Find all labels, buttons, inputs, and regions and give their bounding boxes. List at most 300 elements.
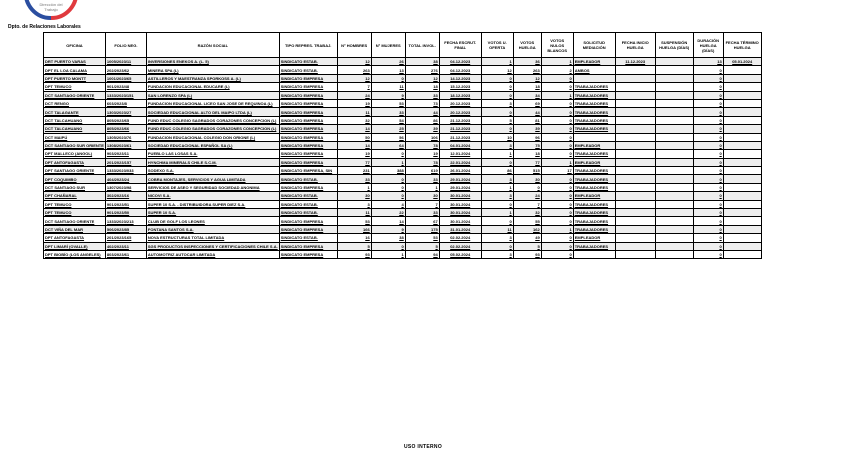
table-cell: 0: [541, 83, 573, 91]
table-cell: 901/2023/50: [105, 209, 146, 217]
table-row: [44, 83, 762, 91]
table-cell: [723, 91, 761, 99]
table-cell: [723, 141, 761, 149]
table-cell: 30: [513, 175, 541, 183]
table-cell: 0: [693, 175, 723, 183]
table-cell: 0: [693, 183, 723, 191]
table-cell: 0: [481, 91, 513, 99]
table-cell: 5: [405, 242, 439, 250]
table-cell: 0: [693, 108, 723, 116]
table-cell: 16: [337, 234, 371, 242]
table-cell: 0: [481, 217, 513, 225]
table-cell: 30.01.2024: [439, 192, 481, 200]
table-cell: [723, 74, 761, 82]
table-cell: TRABAJADORES: [573, 116, 615, 124]
table-row: [44, 108, 762, 116]
table-cell: 0: [481, 83, 513, 91]
table-cell: 14.12.2023: [439, 74, 481, 82]
table-cell: 0: [693, 133, 723, 141]
table-cell: TRABAJADORES: [573, 99, 615, 107]
table-cell: 506/2023/85: [105, 225, 146, 233]
table-cell: 77: [513, 158, 541, 166]
table-cell: [655, 192, 693, 200]
table-cell: 1001/2023/65: [105, 74, 146, 82]
table-cell: [655, 141, 693, 149]
table-cell: 1: [541, 225, 573, 233]
table-cell: 3: [337, 200, 371, 208]
table-cell: DCT RENGO: [44, 99, 106, 107]
table-cell: EMPLEADOR: [573, 158, 615, 166]
table-cell: 231: [337, 167, 371, 175]
table-cell: FUND EDUC COLEGIO SAGRADOS CORAZONES CONCEPCION (L): [146, 125, 279, 133]
table-cell: 162: [513, 225, 541, 233]
table-cell: 0: [693, 83, 723, 91]
table-cell: 0: [693, 200, 723, 208]
table-cell: 0: [693, 125, 723, 133]
table-row: [44, 74, 762, 82]
table-cell: 54: [371, 116, 405, 124]
table-cell: [615, 183, 655, 191]
table-cell: [655, 66, 693, 74]
table-cell: DPT TEMUCO: [44, 209, 106, 217]
table-cell: 30.01.2024: [439, 200, 481, 208]
table-cell: DCT TALCAHUANO: [44, 116, 106, 124]
table-cell: SOCIEDAD EDUCACIONAL ESPAÑOL SA (L): [146, 141, 279, 149]
table-cell: TRABAJADORES: [573, 83, 615, 91]
table-cell: DPT LIMARÍ (OVALLE): [44, 242, 106, 250]
table-cell: 93: [513, 250, 541, 258]
table-row: [44, 183, 762, 191]
table-cell: 32: [513, 209, 541, 217]
table-cell: [615, 91, 655, 99]
table-cell: [573, 250, 615, 258]
table-cell: 12: [513, 74, 541, 82]
table-cell: 276: [405, 66, 439, 74]
table-cell: 0: [693, 74, 723, 82]
table-cell: 32: [337, 116, 371, 124]
column-header: VOTOS NULOS BLANCOS: [541, 33, 573, 58]
table-row: [44, 66, 762, 74]
table-cell: 56: [371, 133, 405, 141]
table-row: [44, 217, 762, 225]
table-cell: [615, 141, 655, 149]
table-cell: [615, 116, 655, 124]
table-cell: TRABAJADORES: [573, 217, 615, 225]
table-cell: SINDICATO ESTAB.: [279, 200, 337, 208]
table-cell: SINDICATO EMPRESA: [279, 183, 337, 191]
table-cell: SINDICATO EMPRESA: [279, 83, 337, 91]
table-cell: 515: [513, 167, 541, 175]
table-cell: [723, 167, 761, 175]
table-cell: 86: [405, 116, 439, 124]
table-cell: 30.01.2024: [439, 217, 481, 225]
table-cell: 0: [541, 209, 573, 217]
table-cell: [723, 183, 761, 191]
document-subtitle: Dpto. de Relaciones Laborales: [8, 24, 81, 30]
table-cell: FONTANA SANTOS S.A.: [146, 225, 279, 233]
table-cell: EMPLEADOR: [573, 192, 615, 200]
table-cell: 22.01.2024: [439, 158, 481, 166]
table-cell: 67: [405, 217, 439, 225]
table-cell: 29.01.2024: [439, 183, 481, 191]
table-cell: 14: [337, 125, 371, 133]
table-cell: TRABAJADORES: [573, 108, 615, 116]
table-cell: 0: [693, 250, 723, 258]
table-cell: 36: [513, 58, 541, 66]
table-cell: SINDICATO ESTAB.: [279, 66, 337, 74]
table-cell: 0: [541, 125, 573, 133]
table-cell: 1: [371, 158, 405, 166]
table-cell: TRABAJADORES: [573, 242, 615, 250]
table-cell: SINDICATO EMPRESA: [279, 242, 337, 250]
table-cell: 106: [405, 133, 439, 141]
table-cell: DPT SANTIAGO ORIENTE: [44, 167, 106, 175]
table-cell: TRABAJADORES: [573, 209, 615, 217]
column-header: TIPO REPRES. TRABAJ.: [279, 33, 337, 58]
table-cell: CLUB DE GOLF LOS LEONES: [146, 217, 279, 225]
table-cell: [655, 158, 693, 166]
table-cell: 388: [371, 167, 405, 175]
table-cell: SINDICATO ESTAB.: [279, 58, 337, 66]
table-cell: 39: [513, 125, 541, 133]
table-cell: 14: [371, 217, 405, 225]
table-cell: 04.01.2024: [439, 141, 481, 149]
table-cell: SINDICATO ESTAB.: [279, 175, 337, 183]
column-header: OFICINA: [44, 33, 106, 58]
table-cell: 901/2023/48: [105, 83, 146, 91]
table-cell: 73: [405, 99, 439, 107]
table-cell: 33: [405, 209, 439, 217]
table-cell: 9: [371, 91, 405, 99]
table-cell: 11: [337, 108, 371, 116]
table-cell: [723, 217, 761, 225]
table-cell: EMPLEADOR: [573, 141, 615, 149]
table-cell: 64: [371, 141, 405, 149]
table-cell: 0: [693, 158, 723, 166]
table-cell: PUEBLO LAS LOSAS S.A.: [146, 150, 279, 158]
institution-logo: [22, 0, 80, 22]
table-cell: [723, 116, 761, 124]
table-cell: 12: [337, 58, 371, 66]
table-cell: 1305/2023/76: [105, 133, 146, 141]
table-cell: SINDICATO EMPRESA: [279, 225, 337, 233]
table-cell: 78: [405, 141, 439, 149]
table-cell: [723, 125, 761, 133]
table-cell: TRABAJADORES: [573, 175, 615, 183]
table-cell: 18: [513, 150, 541, 158]
table-cell: 0: [693, 150, 723, 158]
table-cell: 263: [513, 66, 541, 74]
table-cell: DCT TALAGANTE: [44, 108, 106, 116]
table-cell: 1: [405, 183, 439, 191]
table-cell: 3: [481, 175, 513, 183]
table-cell: 11: [337, 209, 371, 217]
table-cell: 33: [371, 108, 405, 116]
table-cell: 96: [513, 133, 541, 141]
table-cell: DPT PUERTO MONTT: [44, 74, 106, 82]
table-cell: 0: [481, 242, 513, 250]
table-cell: SINDICATO EMPRESA: [279, 125, 337, 133]
table-cell: [655, 91, 693, 99]
table-cell: 3: [481, 141, 513, 149]
table-cell: 0: [541, 217, 573, 225]
table-cell: SINDICATO EMPRESA: [279, 150, 337, 158]
table-cell: [615, 242, 655, 250]
table-cell: DPT CHAÑARAL: [44, 192, 106, 200]
table-cell: 619: [405, 167, 439, 175]
table-cell: HYNCHMA MINERALS CHILE S.C.M.: [146, 158, 279, 166]
table-cell: [723, 209, 761, 217]
table-cell: 201/2023/165: [105, 234, 146, 242]
table-cell: 0: [693, 99, 723, 107]
table-cell: [615, 74, 655, 82]
table-cell: 94: [405, 250, 439, 258]
table-cell: 19: [337, 150, 371, 158]
table-row: [44, 133, 762, 141]
table-cell: 7: [405, 200, 439, 208]
table-cell: FUNDACION EDUCACIONAL COLEGIO DON ORIONE (L): [146, 133, 279, 141]
table-row: [44, 91, 762, 99]
table-cell: [615, 99, 655, 107]
table-cell: 31.01.2024: [439, 225, 481, 233]
table-cell: [655, 209, 693, 217]
table-cell: 1: [541, 158, 573, 166]
table-row: [44, 125, 762, 133]
table-cell: FUNDACION EDUCACIONAL LICEO SAN JOSE DE REQUINOA (L): [146, 99, 279, 107]
table-cell: 24: [513, 192, 541, 200]
table-cell: DCT VIÑA DEL MAR: [44, 225, 106, 233]
table-cell: 11.12.2023: [615, 58, 655, 66]
table-cell: [723, 200, 761, 208]
table-cell: [573, 133, 615, 141]
table-cell: [723, 242, 761, 250]
table-cell: 0: [371, 150, 405, 158]
table-cell: 1333/2023/151: [105, 91, 146, 99]
table-cell: 18: [513, 83, 541, 91]
table-cell: 38: [405, 58, 439, 66]
table-cell: 0: [481, 125, 513, 133]
table-cell: 22: [371, 209, 405, 217]
table-cell: SERVICIOS DE ASEO Y SEGURIDAD SOCIEDAD ANONIMA: [146, 183, 279, 191]
table-cell: [655, 116, 693, 124]
table-cell: 24: [337, 91, 371, 99]
table-cell: [615, 167, 655, 175]
table-row: [44, 234, 762, 242]
column-header: VOTOS U. OFERTA: [481, 33, 513, 58]
table-cell: NICOVI S.A.: [146, 192, 279, 200]
table-cell: DPT TEMUCO: [44, 83, 106, 91]
table-cell: 81: [513, 116, 541, 124]
table-cell: 30: [337, 192, 371, 200]
table-cell: 14: [337, 141, 371, 149]
table-cell: TRABAJADORES: [573, 167, 615, 175]
table-row: [44, 116, 762, 124]
table-cell: SOCIEDAD EDUCACIONAL ALTO DEL MAIPO LTDA (L): [146, 108, 279, 116]
column-header: N° MUJERES: [371, 33, 405, 58]
table-cell: 202/2023/62: [105, 66, 146, 74]
table-row: [44, 150, 762, 158]
logo-text-2: Trabajo: [44, 7, 58, 12]
table-cell: 0: [541, 175, 573, 183]
table-cell: 263: [337, 66, 371, 74]
column-header: RAZÓN SOCIAL: [146, 33, 279, 58]
table-cell: [655, 167, 693, 175]
table-cell: [723, 225, 761, 233]
table-cell: 9: [371, 225, 405, 233]
table-cell: 0: [371, 175, 405, 183]
logo-text-1: Dirección del: [39, 2, 63, 7]
table-cell: 302/2023/16: [105, 192, 146, 200]
table-header-row: [44, 33, 762, 58]
table-cell: DCT SANTIAGO ORIENTE: [44, 91, 106, 99]
table-cell: 0: [693, 242, 723, 250]
table-cell: 0: [541, 133, 573, 141]
table-row: [44, 58, 762, 66]
table-cell: 0: [541, 116, 573, 124]
table-cell: 0: [481, 200, 513, 208]
table-cell: 3: [481, 192, 513, 200]
table-cell: SINDICATO EMPRESA: [279, 74, 337, 82]
table-cell: [655, 58, 693, 66]
table-cell: TRABAJADORES: [573, 91, 615, 99]
table-cell: 805/2023/66: [105, 125, 146, 133]
table-cell: 49: [513, 234, 541, 242]
table-cell: 0: [693, 225, 723, 233]
table-row: [44, 200, 762, 208]
table-cell: 1: [481, 150, 513, 158]
table-cell: TRABAJADORES: [573, 125, 615, 133]
table-cell: 11: [481, 225, 513, 233]
table-cell: COBRA MONTAJES, SERVICIOS Y AGUA LIMITADA: [146, 175, 279, 183]
table-cell: 19: [337, 99, 371, 107]
table-cell: DCT MAIPÚ: [44, 133, 106, 141]
column-header: FECHA TÉRMINO HUELGA: [723, 33, 761, 58]
table-cell: 05.02.2024: [439, 250, 481, 258]
table-cell: SINDICATO EMPRESA: [279, 91, 337, 99]
table-cell: 10: [481, 133, 513, 141]
table-cell: 0: [693, 209, 723, 217]
table-cell: INVERSIONES ENEKOS A. (L. 5): [146, 58, 279, 66]
column-header: FOLIO NEG.: [105, 33, 146, 58]
table-cell: SGS PRODUCTOS INSPECCIONES Y CERTIFICACIONES CHILE S.A.: [147, 243, 278, 249]
table-cell: 3: [481, 250, 513, 258]
table-cell: 02.02.2024: [439, 242, 481, 250]
table-cell: 55: [513, 217, 541, 225]
table-cell: 13: [693, 58, 723, 66]
table-cell: [615, 200, 655, 208]
table-cell: [615, 158, 655, 166]
table-cell: 21.12.2023: [439, 133, 481, 141]
table-cell: 50: [337, 133, 371, 141]
table-cell: 0: [371, 242, 405, 250]
column-header: DURACIÓN HUELGA (DÍAS): [693, 33, 723, 58]
table-cell: 78: [405, 158, 439, 166]
table-cell: [615, 83, 655, 91]
table-cell: DPT MALLECO (ANGOL): [44, 150, 106, 158]
table-cell: 12: [337, 74, 371, 82]
table-cell: [723, 108, 761, 116]
table-cell: 1333/2023/213: [105, 217, 146, 225]
table-cell: 38: [371, 234, 405, 242]
table-cell: 402/2023/11: [105, 242, 146, 250]
table-cell: 1: [337, 183, 371, 191]
table-cell: DPT BIOBÍO (LOS ANGELES): [44, 250, 106, 258]
table-cell: 0: [541, 192, 573, 200]
table-cell: SINDICATO EMPRESA: [279, 116, 337, 124]
table-cell: 1005/2023/11: [105, 58, 146, 66]
table-cell: [655, 200, 693, 208]
table-cell: EMPLEADOR: [573, 234, 615, 242]
table-cell: 34: [513, 91, 541, 99]
table-cell: 803/2023/61: [105, 250, 146, 258]
table-cell: SINDICATO EMPRESA: [279, 158, 337, 166]
table-cell: 0: [541, 141, 573, 149]
table-cell: 1333/2023/033: [105, 167, 146, 175]
table-cell: [723, 158, 761, 166]
table-cell: 18.12.2023: [439, 91, 481, 99]
table-cell: 7: [513, 200, 541, 208]
table-cell: 404/2023/24: [105, 175, 146, 183]
table-cell: 3: [481, 99, 513, 107]
table-cell: 805/2023/65: [105, 116, 146, 124]
table-cell: [655, 150, 693, 158]
table-cell: [615, 133, 655, 141]
table-cell: DCT SANTIAGO SUR ORIENTE: [45, 143, 104, 149]
table-cell: [655, 125, 693, 133]
table-cell: 75: [513, 141, 541, 149]
table-cell: 0: [693, 66, 723, 74]
table-cell: [723, 83, 761, 91]
table-cell: FUNDACION EDUCACIONAL EDUCARE (L): [146, 83, 279, 91]
table-cell: 166: [337, 225, 371, 233]
table-cell: 0: [693, 91, 723, 99]
table-cell: 53: [405, 234, 439, 242]
table-cell: [655, 74, 693, 82]
table-cell: DCT SANTIAGO ORIENTE: [44, 217, 106, 225]
table-cell: SUPER 10 S.A.: [146, 209, 279, 217]
table-cell: MINERA SPA (L): [146, 66, 279, 74]
table-cell: [615, 217, 655, 225]
table-cell: SAN LORENZO SPA (L): [146, 91, 279, 99]
table-cell: 21.12.2023: [439, 116, 481, 124]
table-cell: 0: [541, 183, 573, 191]
table-cell: 1308/2023/61: [105, 141, 146, 149]
table-row: [44, 158, 762, 166]
table-cell: 901/2023/51: [105, 200, 146, 208]
table-cell: 1: [541, 58, 573, 66]
table-cell: [723, 150, 761, 158]
table-cell: [655, 133, 693, 141]
table-cell: 0: [693, 116, 723, 124]
table-cell: DPT ANTOFAGASTA: [44, 158, 106, 166]
table-cell: [615, 234, 655, 242]
table-cell: 25: [371, 125, 405, 133]
table-cell: [615, 225, 655, 233]
table-cell: SINDICATO EMPRESA: [279, 133, 337, 141]
table-cell: 30: [405, 192, 439, 200]
table-cell: [723, 133, 761, 141]
table-cell: 0: [541, 99, 573, 107]
table-cell: 5: [337, 242, 371, 250]
table-row: [44, 225, 762, 233]
table-cell: 0: [513, 183, 541, 191]
table-cell: 53: [337, 217, 371, 225]
table-cell: 0: [481, 158, 513, 166]
table-cell: TRABAJADORES: [573, 225, 615, 233]
table-cell: SINDICATO EMPRESA: [279, 250, 337, 258]
table-cell: 20.12.2023: [439, 108, 481, 116]
table-cell: TRABAJADORES: [573, 150, 615, 158]
